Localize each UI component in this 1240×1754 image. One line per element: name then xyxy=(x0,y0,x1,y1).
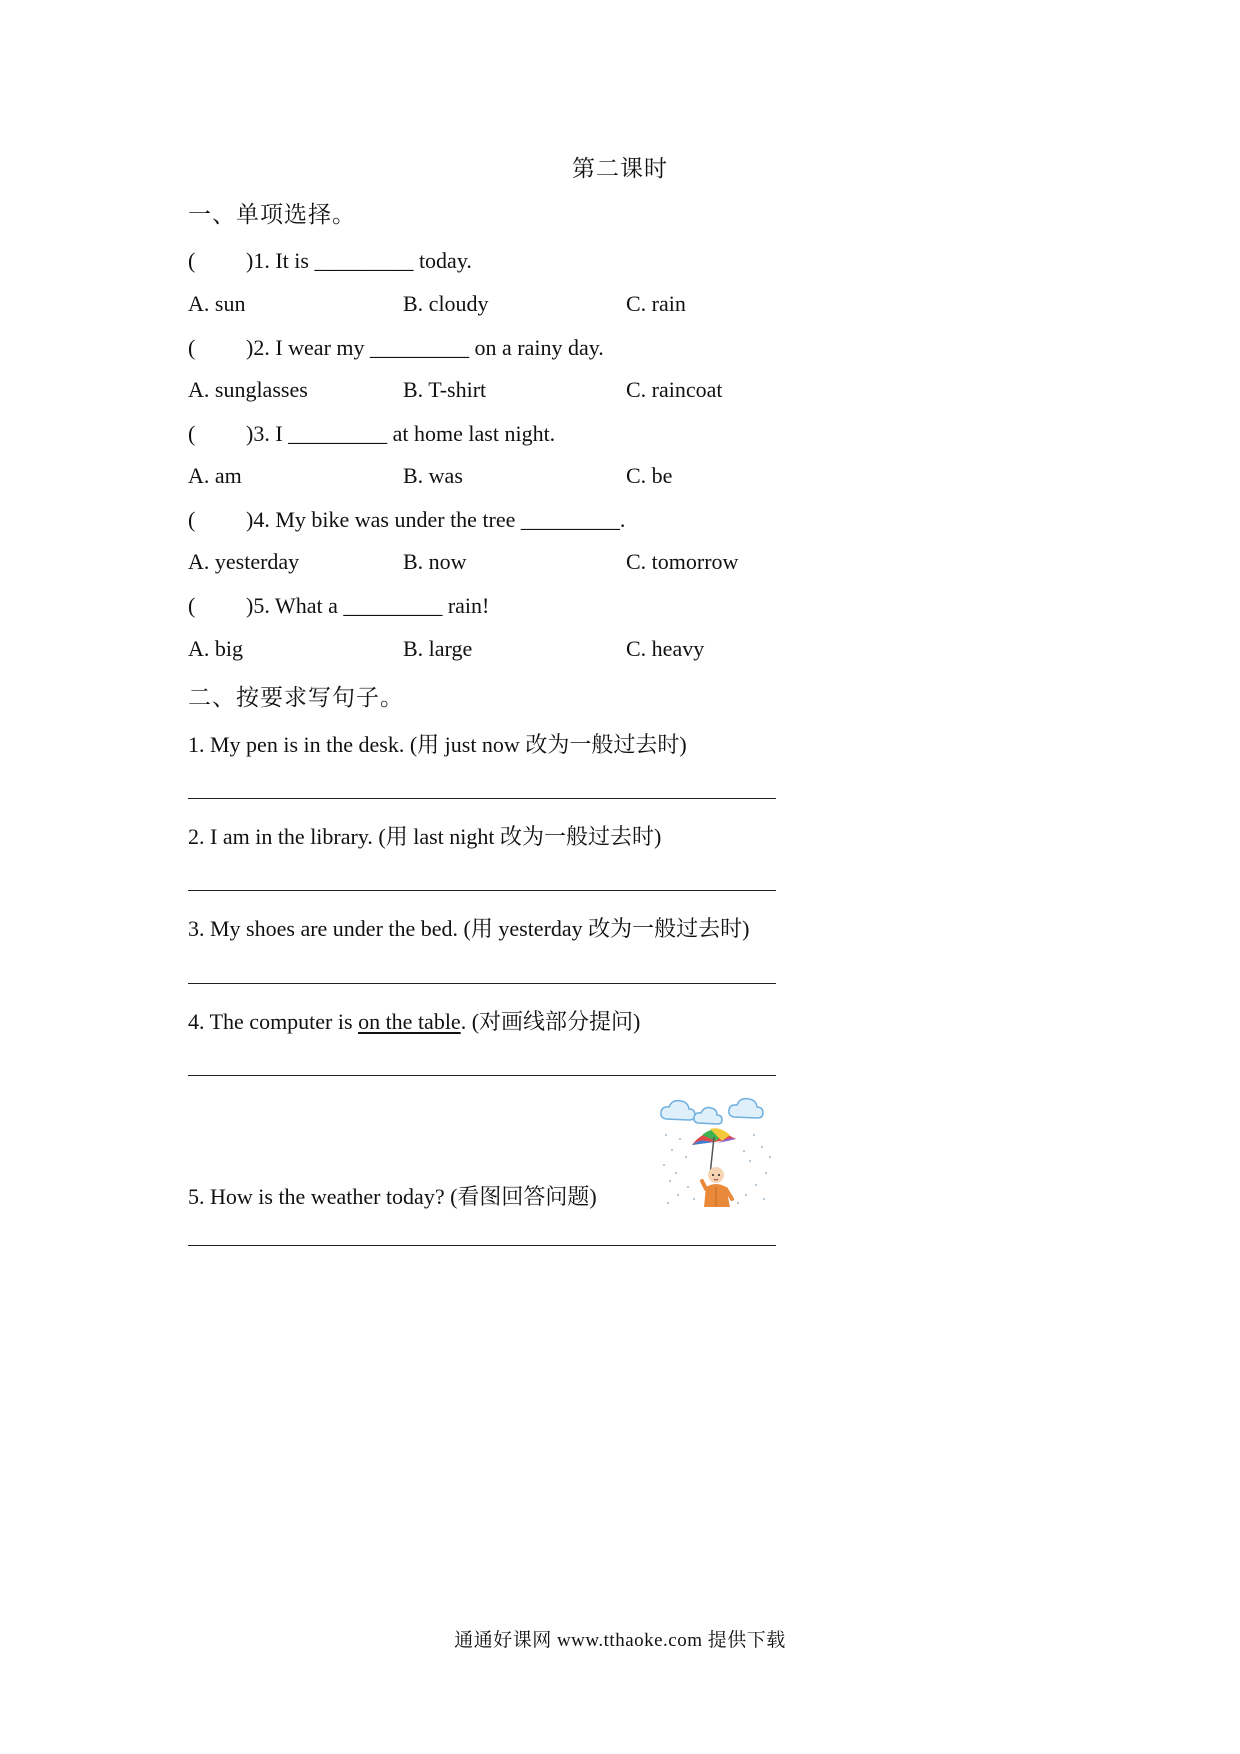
answer-line-4[interactable] xyxy=(188,1075,776,1076)
rewrite-item-1: 1. My pen is in the desk. (用 just now 改为一般过去时) xyxy=(188,732,687,757)
option-b: B. T-shirt xyxy=(403,377,487,402)
underlined-phrase: on the table xyxy=(358,1009,461,1034)
question-4 xyxy=(188,507,625,533)
answer-bracket[interactable]: ( xyxy=(188,421,196,446)
answer-bracket[interactable]: ( xyxy=(188,335,196,360)
answer-line-2[interactable] xyxy=(188,890,776,891)
option-a: A. big xyxy=(188,636,243,661)
question-stem: )2. I wear my _________ on a rainy day. xyxy=(246,335,604,360)
question-4-options xyxy=(188,549,888,579)
rewrite-item-2: 2. I am in the library. (用 last night 改为一般过去时) xyxy=(188,824,662,849)
option-c: C. raincoat xyxy=(626,377,723,402)
rain-clouds-icon xyxy=(661,1099,763,1124)
section-heading-multiple-choice: 一、单项选择。 xyxy=(188,202,356,227)
option-b: B. was xyxy=(403,463,463,488)
option-a: A. yesterday xyxy=(188,549,300,574)
option-c: C. rain xyxy=(626,291,686,316)
option-a: A. sunglasses xyxy=(188,377,308,402)
page-title: 第二课时 xyxy=(572,156,668,181)
option-b: B. cloudy xyxy=(403,291,489,316)
option-c: C. tomorrow xyxy=(626,549,739,574)
child-in-raincoat-icon xyxy=(702,1167,732,1207)
answer-bracket[interactable]: ( xyxy=(188,248,196,273)
rewrite-item-5: 5. How is the weather today? (看图回答问题) xyxy=(188,1184,597,1209)
rainy-day-picture xyxy=(658,1095,776,1213)
answer-bracket[interactable]: ( xyxy=(188,507,196,532)
item-4-text-before: 4. The computer is xyxy=(188,1009,359,1034)
option-c: C. heavy xyxy=(626,636,705,661)
answer-line-1[interactable] xyxy=(188,798,776,799)
option-b: B. large xyxy=(403,636,473,661)
question-5 xyxy=(188,593,489,619)
question-3 xyxy=(188,421,555,447)
question-5-options xyxy=(188,636,888,666)
question-stem: )3. I _________ at home last night. xyxy=(246,421,556,446)
question-stem: )1. It is _________ today. xyxy=(246,248,472,273)
answer-line-5[interactable] xyxy=(188,1245,776,1246)
item-4-text-after: . (对画线部分提问) xyxy=(460,1009,641,1034)
rewrite-item-4 xyxy=(188,1005,640,1036)
footer-source: 通通好课网 www.tthaoke.com 提供下载 xyxy=(454,1630,786,1651)
question-2-options xyxy=(188,377,888,407)
question-stem: )5. What a _________ rain! xyxy=(246,593,490,618)
question-1-options xyxy=(188,291,888,321)
answer-line-3[interactable] xyxy=(188,983,776,984)
option-c: C. be xyxy=(626,463,673,488)
section-heading-rewrite-sentences: 二、按要求写句子。 xyxy=(188,685,404,710)
question-1 xyxy=(188,248,472,274)
answer-bracket[interactable]: ( xyxy=(188,593,196,618)
question-stem: )4. My bike was under the tree _________. xyxy=(246,507,626,532)
option-a: A. am xyxy=(188,463,242,488)
question-2 xyxy=(188,335,604,361)
question-3-options xyxy=(188,463,888,493)
option-b: B. now xyxy=(403,549,467,574)
rewrite-item-3: 3. My shoes are under the bed. (用 yesterday 改为一般过去时) xyxy=(188,916,750,941)
option-a: A. sun xyxy=(188,291,246,316)
